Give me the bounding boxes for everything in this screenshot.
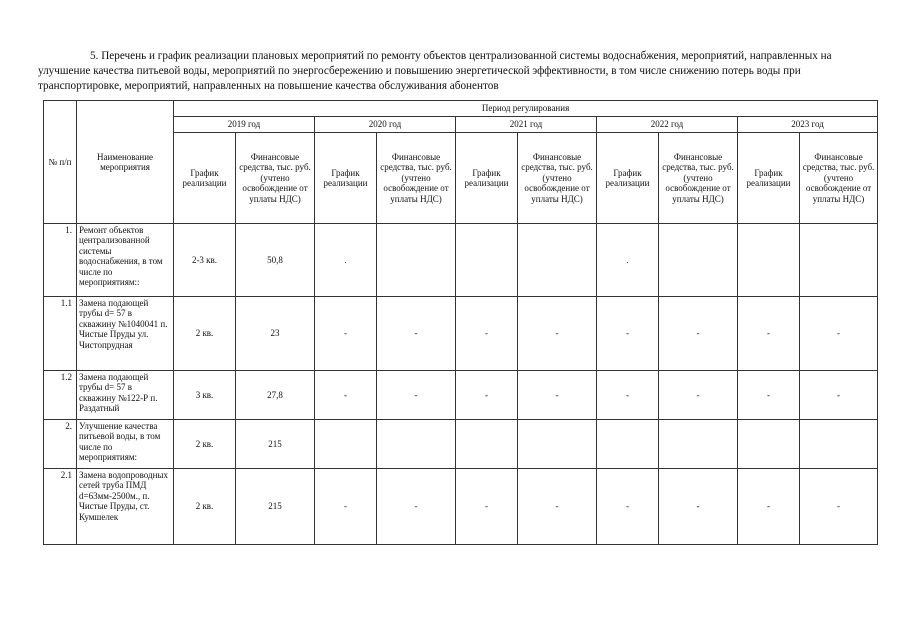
cell-schedule-2019: 2 кв. bbox=[174, 469, 236, 545]
subheader-finance: Финансовые средства, тыс. руб. (учтено освобождение от уплаты НДС) bbox=[659, 133, 738, 224]
cell-schedule-2019: 3 кв. bbox=[174, 371, 236, 420]
cell-finance-2023: - bbox=[800, 371, 878, 420]
year-header: 2019 год bbox=[174, 117, 315, 133]
cell-finance-2022: - bbox=[659, 297, 738, 371]
table-row bbox=[44, 297, 878, 371]
cell-finance-2020: - bbox=[377, 469, 456, 545]
row-number: 1.2 bbox=[44, 371, 77, 420]
year-header: 2022 год bbox=[597, 117, 738, 133]
cell-finance-2022 bbox=[659, 224, 738, 297]
row-number: 1.1 bbox=[44, 297, 77, 371]
cell-finance-2023: - bbox=[800, 469, 878, 545]
cell-finance-2020 bbox=[377, 224, 456, 297]
table-row bbox=[44, 224, 878, 297]
subheader-finance: Финансовые средства, тыс. руб. (учтено освобождение от уплаты НДС) bbox=[377, 133, 456, 224]
cell-finance-2023: - bbox=[800, 297, 878, 371]
cell-schedule-2022: . bbox=[597, 224, 659, 297]
cell-finance-2022: - bbox=[659, 371, 738, 420]
cell-schedule-2021 bbox=[456, 224, 518, 297]
cell-schedule-2023: - bbox=[738, 297, 800, 371]
cell-finance-2023 bbox=[800, 420, 878, 469]
cell-finance-2020: - bbox=[377, 371, 456, 420]
row-name: Замена подающей трубы d= 57 в скважину №1040041 п. Чистые Пруды ул. Чистопрудная bbox=[77, 297, 174, 371]
row-name: Замена подающей трубы d= 57 в скважину №122-Р п. Раздатный bbox=[77, 371, 174, 420]
cell-schedule-2022: - bbox=[597, 469, 659, 545]
year-header: 2021 год bbox=[456, 117, 597, 133]
cell-finance-2021: - bbox=[518, 371, 597, 420]
year-header: 2020 год bbox=[315, 117, 456, 133]
cell-schedule-2021: - bbox=[456, 297, 518, 371]
subheader-schedule: График реализации bbox=[597, 133, 659, 224]
col-header-num: № п/п bbox=[44, 101, 77, 224]
cell-schedule-2020 bbox=[315, 420, 377, 469]
subheader-schedule: График реализации bbox=[174, 133, 236, 224]
cell-schedule-2022 bbox=[597, 420, 659, 469]
year-header: 2023 год bbox=[738, 117, 878, 133]
cell-finance-2020 bbox=[377, 420, 456, 469]
cell-schedule-2020: - bbox=[315, 297, 377, 371]
subheader-schedule: График реализации bbox=[315, 133, 377, 224]
cell-finance-2019: 23 bbox=[236, 297, 315, 371]
plan-table bbox=[43, 100, 878, 545]
cell-schedule-2022: - bbox=[597, 297, 659, 371]
cell-finance-2020: - bbox=[377, 297, 456, 371]
cell-finance-2023 bbox=[800, 224, 878, 297]
cell-finance-2019: 215 bbox=[236, 420, 315, 469]
row-name: Улучшение качества питьевой воды, в том числе по мероприятиям: bbox=[77, 420, 174, 469]
cell-finance-2021: - bbox=[518, 297, 597, 371]
row-name: Замена водопроводных сетей труба ПМД d=63мм-2500м., п. Чистые Пруды, ст. Кумшелек bbox=[77, 469, 174, 545]
subheader-finance: Финансовые средства, тыс. руб. (учтено освобождение от уплаты НДС) bbox=[800, 133, 878, 224]
cell-finance-2019: 27,8 bbox=[236, 371, 315, 420]
subheader-schedule: График реализации bbox=[456, 133, 518, 224]
document-heading: 5. Перечень и график реализации плановых мероприятий по ремонту объектов централизованной системы водоснабжения, мероприятий, направленных на улучшение качества питьевой воды, мероприятий по энергосбережению и повышению энергетической эффективности, в том числе снижению потерь воды при транспортировке, мероприятий, направленных на повышение качества обслуживания абонентов bbox=[38, 50, 832, 93]
cell-finance-2019: 215 bbox=[236, 469, 315, 545]
row-number: 2. bbox=[44, 420, 77, 469]
cell-schedule-2020: - bbox=[315, 371, 377, 420]
cell-schedule-2023: - bbox=[738, 469, 800, 545]
cell-schedule-2021: - bbox=[456, 371, 518, 420]
cell-schedule-2019: 2 кв. bbox=[174, 420, 236, 469]
cell-schedule-2020: - bbox=[315, 469, 377, 545]
cell-schedule-2021: - bbox=[456, 469, 518, 545]
cell-finance-2022 bbox=[659, 420, 738, 469]
col-header-name: Наименование мероприятия bbox=[77, 101, 174, 224]
table-row bbox=[44, 371, 878, 420]
table-row bbox=[44, 469, 878, 545]
period-header: Период регулирования bbox=[174, 101, 878, 117]
subheader-finance: Финансовые средства, тыс. руб. (учтено освобождение от уплаты НДС) bbox=[236, 133, 315, 224]
cell-schedule-2023: - bbox=[738, 371, 800, 420]
subheader-schedule: График реализации bbox=[738, 133, 800, 224]
cell-schedule-2022: - bbox=[597, 371, 659, 420]
subheader-finance: Финансовые средства, тыс. руб. (учтено освобождение от уплаты НДС) bbox=[518, 133, 597, 224]
row-number: 1. bbox=[44, 224, 77, 297]
table-row bbox=[44, 420, 878, 469]
row-name: Ремонт объектов централизованной системы водоснабжения, в том числе по мероприятиям:: bbox=[77, 224, 174, 297]
cell-schedule-2019: 2 кв. bbox=[174, 297, 236, 371]
cell-finance-2021 bbox=[518, 224, 597, 297]
cell-finance-2019: 50,8 bbox=[236, 224, 315, 297]
cell-schedule-2020: . bbox=[315, 224, 377, 297]
cell-finance-2021 bbox=[518, 420, 597, 469]
row-number: 2.1 bbox=[44, 469, 77, 545]
cell-schedule-2021 bbox=[456, 420, 518, 469]
cell-finance-2021: - bbox=[518, 469, 597, 545]
cell-schedule-2023 bbox=[738, 420, 800, 469]
cell-schedule-2023 bbox=[738, 224, 800, 297]
cell-finance-2022: - bbox=[659, 469, 738, 545]
cell-schedule-2019: 2-3 кв. bbox=[174, 224, 236, 297]
